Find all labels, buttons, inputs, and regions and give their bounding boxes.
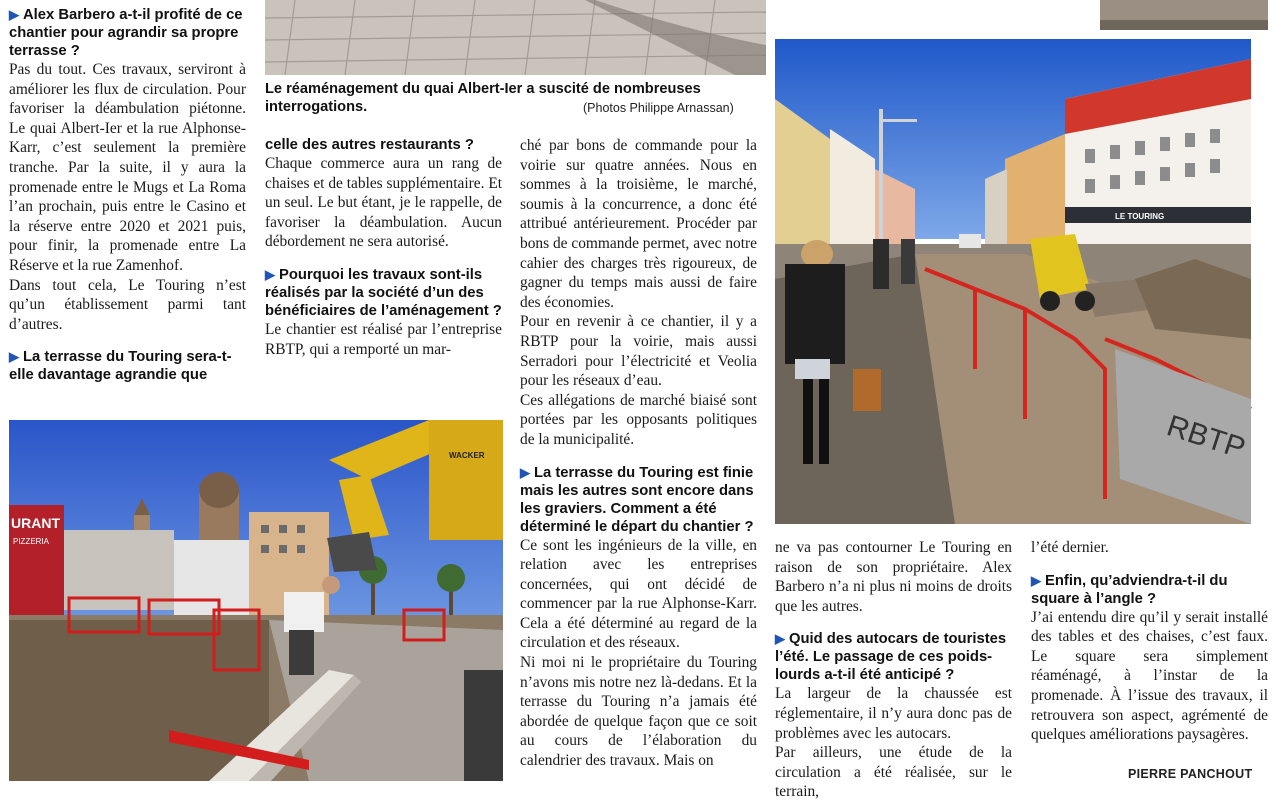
question-heading: ▶ La terrasse du Touring est finie mais les autres sont encore dans les graviers. Comment a été déterminé le départ du chantier ?: [520, 464, 754, 535]
touring-sign: LE TOURING: [1115, 212, 1165, 221]
top-right-photo-strip: [1100, 0, 1268, 30]
pavement-photo: [265, 0, 766, 75]
question-heading-continued: celle des autres restaurants ?: [265, 137, 474, 153]
answer-paragraph: Le chantier est réalisé par l’entreprise RBTP, qui a remporté un mar-: [265, 320, 502, 358]
excavator-photo: [9, 420, 503, 781]
arrow-icon: ▶: [1031, 572, 1041, 588]
answer-paragraph: Pour en revenir à ce chantier, il y a RBTP pour la voirie, mais aussi Serradori pour l’électricité et Veolia pour les réseaux d’eau.: [520, 313, 757, 390]
answer-paragraph: Chaque commerce aura un rang de chaises et de tables supplémentaire. Et un seul. Le but étant, je le rappelle, de favoriser la déambulation. Aucun débordement ne sera autorisé.: [265, 155, 502, 251]
rbtp-sign: RBTP: [1162, 409, 1250, 466]
question-heading: ▶ Quid des autocars de touristes l’été. Le passage de ces poids-lourds a-t-il été anticipé ?: [775, 631, 1007, 684]
answer-paragraph: l’été dernier.: [1031, 539, 1109, 556]
answer-paragraph: Par ailleurs, une étude de la circulation a été réalisée, sur le terrain,: [775, 744, 1012, 801]
answer-paragraph: Dans tout cela, Le Touring n’est qu’un établissement parmi tant d’autres.: [9, 276, 246, 333]
arrow-icon: ▶: [520, 464, 530, 480]
question-heading: ▶ Alex Barbero a-t-il profité de ce chantier pour agrandir sa propre terrasse ?: [9, 7, 243, 59]
question-heading: ▶ Enfin, qu’adviendra-t-il du square à l’angle ?: [1031, 572, 1228, 607]
pizzeria-sign: PIZZERIA: [13, 537, 50, 546]
photo-caption: Le réaménagement du quai Albert-Ier a suscité de nombreuses interrogations.: [265, 81, 701, 115]
answer-paragraph: Ni moi ni le propriétaire du Touring n’avons mis notre nez là-dedans. Et la terrasse du Touring n’a jamais été abordée de quelque façon que ce soit au cours de l’élaboration du calendrier des travaux. Mais on: [520, 654, 757, 770]
author-signature: PIERRE PANCHOUT: [1128, 767, 1253, 781]
column-3: [520, 136, 757, 771]
street-photo: [775, 39, 1251, 524]
question-heading: ▶ Pourquoi les travaux sont-ils réalisés par la société d’un des bénéficiaires de l’aménagement ?: [265, 266, 502, 319]
arrow-icon: ▶: [775, 631, 785, 647]
answer-paragraph: La largeur de la chaussée est réglementaire, il n’y aura donc pas de problèmes avec les autocars.: [775, 685, 1012, 742]
question-heading: ▶ La terrasse du Touring sera-t-elle davantage agrandie que: [9, 349, 232, 384]
answer-paragraph: Pas du tout. Ces travaux, serviront à améliorer les flux de circulation. Pour favoriser la déambulation piétonne. Le quai Albert-Ier et la rue Alphonse-Karr, c’est seulement la première tranche. Par la suite, il y aura la promenade entre le Mugs et La Roma l’an prochain, puis entre le Casino et la réserve entre 2020 et 2021 puis, pour finir, la promenade entre La Réserve et la rue Zamenhof.: [9, 61, 246, 274]
arrow-icon: ▶: [9, 349, 19, 365]
arrow-icon: ▶: [265, 266, 275, 282]
answer-paragraph: ché par bons de commande pour la voirie sur quatre années. Nous en sommes à la troisième, le marché, soumis à la concurrence, a donc été attribué antérieurement. Procéder par bons de commande permet, avec notre cahier des charges très rigoureux, de gagner du temps mais aussi de faire des économies.: [520, 137, 757, 311]
answer-paragraph: Ces allégations de marché biaisé sont portées par les opposants politiques de la municipalité.: [520, 391, 757, 448]
svg-text:WACKER: WACKER: [449, 451, 485, 460]
photo-credit: (Photos Philippe Arnassan): [583, 101, 734, 115]
restaurant-sign: URANT: [11, 515, 60, 531]
answer-paragraph: Ce sont les ingénieurs de la ville, en relation avec les entreprises concernées, qui ont décidé de commencer par la rue Alphonse-Karr. Cela a été déterminé au regard de la circulation et des réseaux.: [520, 536, 757, 652]
column-1: [9, 6, 246, 384]
column-5: [1031, 538, 1268, 745]
answer-paragraph: J’ai entendu dire qu’il y serait installé des tables et des chaises, c’est faux. Le square sera simplement réaménagé, à l’instar de la promenade. À l’issue des travaux, il retrouvera son aspect, agrémenté de quelques améliorations paysagères.: [1031, 608, 1268, 744]
column-4: [775, 538, 1012, 802]
arrow-icon: ▶: [9, 7, 19, 22]
answer-paragraph: ne va pas contourner Le Touring en raison de son propriétaire. Alex Barbero n’a ni plus ni moins de droits que les autres.: [775, 539, 1012, 615]
column-2: [265, 136, 502, 359]
